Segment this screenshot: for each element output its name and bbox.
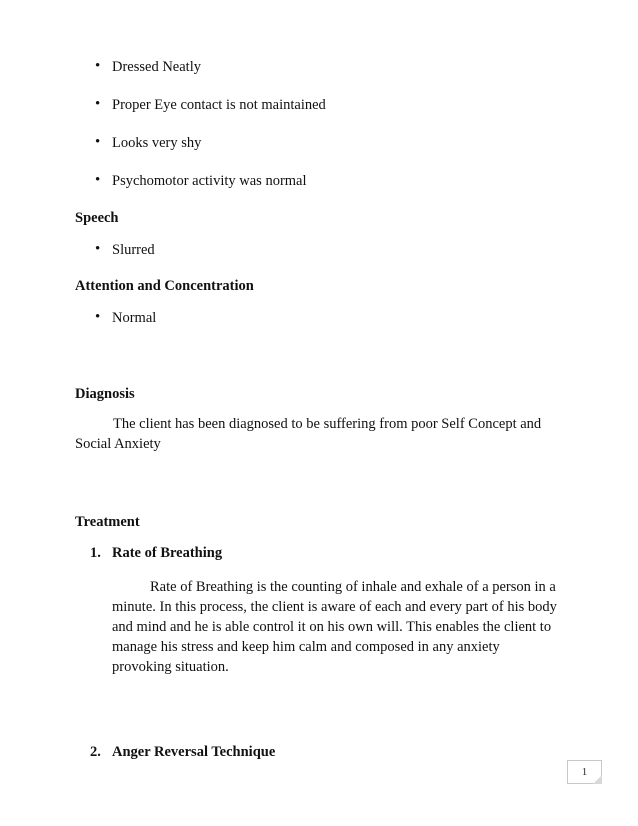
list-item — [75, 172, 547, 190]
top-spacer — [75, 0, 547, 58]
list-item — [75, 241, 547, 259]
list-item — [75, 58, 547, 76]
list-item-number: 1. — [90, 544, 101, 561]
list-item — [75, 743, 547, 761]
observation-bullet-list — [75, 58, 547, 191]
list-item — [75, 96, 547, 114]
spacer — [75, 295, 547, 309]
document-content — [75, 0, 557, 762]
spacer — [75, 403, 547, 415]
list-item-title: Rate of Breathing — [112, 544, 223, 561]
page-curl-icon — [593, 775, 602, 784]
spacer — [75, 455, 547, 513]
spacer — [112, 562, 547, 578]
list-item — [75, 309, 547, 327]
attention-bullet-list — [75, 309, 547, 327]
treatment-list — [75, 544, 557, 762]
list-item-number: 2. — [90, 744, 101, 761]
spacer — [75, 259, 547, 277]
section-heading-speech: Speech — [75, 209, 119, 226]
list-item-title: Anger Reversal Technique — [112, 744, 276, 761]
page-number-badge — [567, 760, 602, 784]
bullet-text: Psychomotor activity was normal — [112, 173, 307, 190]
spacer — [75, 227, 547, 241]
section-heading-diagnosis: Diagnosis — [75, 386, 135, 402]
section-heading-attention: Attention and Concentration — [75, 277, 254, 294]
bullet-text: Dressed Neatly — [112, 59, 201, 75]
bullet-text: Slurred — [112, 241, 155, 258]
diagnosis-paragraph: The client has been diagnosed to be suffering from poor Self Concept and Social Anxiety — [75, 416, 542, 452]
bullet-text: Looks very shy — [112, 135, 202, 152]
list-item — [75, 544, 557, 677]
speech-bullet-list — [75, 241, 547, 259]
spacer — [75, 531, 547, 544]
bullet-text: Proper Eye contact is not maintained — [112, 97, 326, 114]
bullet-text: Normal — [112, 309, 157, 326]
list-item — [75, 134, 547, 152]
treatment-item-body: Rate of Breathing is the counting of inhale and exhale of a person in a minute. In this process, the client is aware of each and every part of his body and mind and he is able control it on his own will. This enables the client to manage his stress and keep him calm and composed in any anxiety provoking situation. — [112, 579, 557, 675]
page-number-value: 1 — [567, 760, 602, 784]
section-heading-treatment: Treatment — [75, 513, 140, 530]
spacer — [75, 191, 547, 209]
spacer — [75, 327, 547, 385]
